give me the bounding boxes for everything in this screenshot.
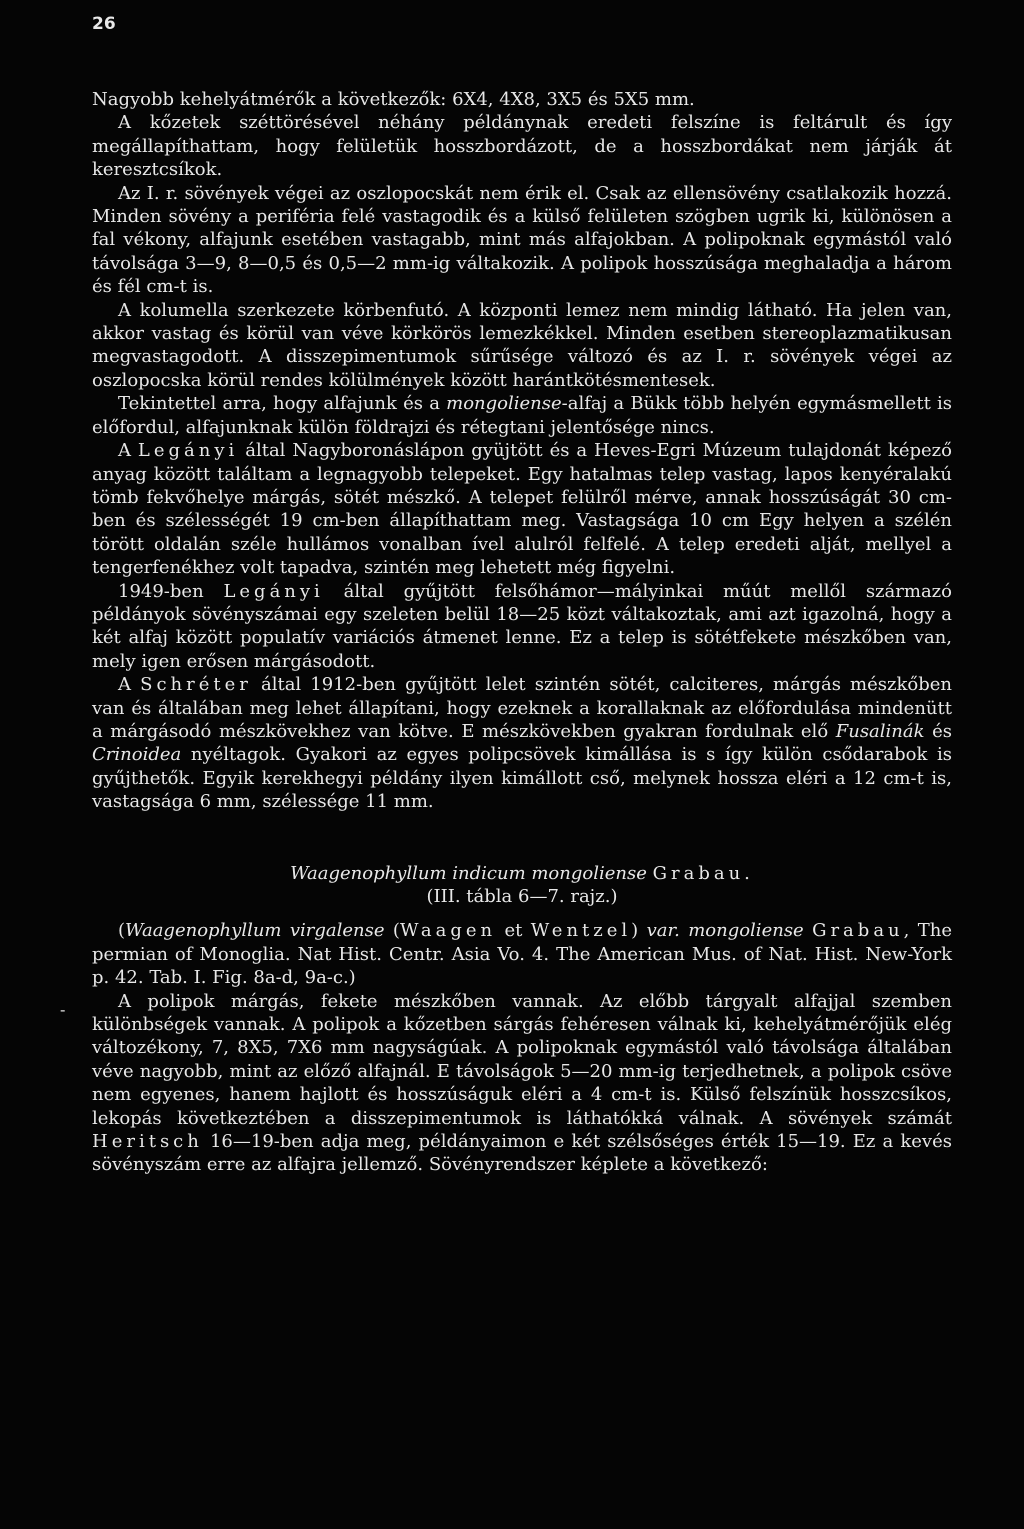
italic-taxon: Crinoidea [92,744,182,766]
species-heading [92,862,952,885]
paragraph-8 [92,673,952,813]
synonymy-paragraph [92,919,952,989]
paragraph-5 [92,392,952,439]
text-run: A [118,674,141,696]
spaced-author: Schréter [140,674,252,696]
text-run: és [924,720,952,742]
species-name: Waagenophyllum indicum mongoliense [290,862,647,884]
italic-taxon: Waagenophyllum virgalense [125,920,385,942]
italic-taxon: var. mongoliense [646,920,804,942]
text-run: , The permian of Monoglia. Nat Hist. Centr. Asia Vo. 4. The American Mus. of Nat. Hist. New-York p. 42. Tab. I. Fig. 8a-d, 9a-c.) [92,920,952,989]
paragraph-4: A kolumella szerkezete körbenfutó. A központi lemez nem mindig látható. Ha jelen van, akkor vastag és körül van véve körkörös lemezkékkel. Minden esetben stereoplazmatikusan megvastagodott. A disszepimentumok sűrűsége változó és az I. r. sövények végei az oszlopocska körül rendes kölülmények között harántkötésmentesek. [92,299,952,391]
paragraph-10 [92,990,952,1177]
page-number: 26 [92,14,116,34]
paragraph-1: Nagyobb kehelyátmérők a következők: 6X4, 4X8, 3X5 és 5X5 mm. [92,89,695,110]
paragraph-2: A kőzetek széttörésével néhány példánynak eredeti felszíne is feltárult és így megállapíthattam, hogy felületük hosszbordázott, de a hosszbordákat nem járják át keresztcsíkok. [92,112,952,181]
margin-mark: - [60,1000,66,1019]
spacer [92,908,952,919]
text-run: Tekintettel arra, hogy alfajunk és a [118,393,447,415]
text-run: által 1912-ben gyűjtött lelet szintén sötét, calciteres, márgás mészkőben van és általában meg lehet állapítani, hogy ezeknek a korallaknak az előfordulása mindenütt a márgásodó mészkövekhez van kötve. E mészkövekben gyakran fordulnak elő [92,674,952,742]
plate-reference: (III. tábla 6—7. rajz.) [426,886,618,907]
body-text [92,88,952,1177]
paragraph-7 [92,580,952,674]
text-run: 1949-ben [118,580,224,602]
text-run: ( [384,920,400,942]
species-author: Grabau. [652,862,754,884]
text-run: nyéltagok. Gyakori az egyes polipcsövek kimállása is s így külön csődarabok is gyűjthetők. Egyik kerekhegyi példány ilyen kimállott cső, melynek hossza eléri a 12 cm-t is, vastagsága 6 mm, szélessége 11 mm. [92,744,952,813]
text-run: A polipok márgás, fekete mészkőben vannak. Az előbb tárgyalt alfajjal szemben különbségek vannak. A polipok a kőzetben sárgás fehéresen válnak ki, kehelyátmérőjük elég változékony, 7, 8X5, 7X6 mm nagyságúak. A polipoknak egymástól való távolsága általában véve nagyobb, mint az előző alfajnál. E távolságok 5—20 mm-ig terjedhetnek, a polipok csöve nem egyenes, hanem hajlott és hosszúságuk eléri a 4 cm-t is. Külső felszínük hosszcsíkos, lekopás következtében a disszepimentumok is láthatókká válnak. A sövények számát [92,990,952,1129]
text-run: által Nagyboronáslápon gyüjtött és a Heves-Egri Múzeum tulajdonát képező anyag között találtam a legnagyobb telepeket. Egy hatalmas telep vastag, lapos kenyéralakú tömb fekvőhelye márgás, sötét mészkő. A telepet felülről mérve, annak hosszúságát 30 cm-ben és szélességét 19 cm-ben állapíthattam meg. Vastagsága 10 cm Egy helyen a szélén törött oldalán széle hullámos vonalban ível alulról felfelé. A telep eredeti alját, mellyel a tengerfenékhez volt tapadva, szintén meg lehetett még figyelni. [92,440,952,579]
italic-taxon: Fusalinák [835,720,925,742]
text-run [804,920,812,941]
text-run: ) [631,920,647,942]
text-run: et [496,920,531,942]
text-run: által gyűjtött felsőhámor—mályinkai műút mellől származó példányok sövényszámai egy szeleten belül 18—25 közt váltakoztak, ami azt igazolná, hogy a két alfaj között populatív variációs átmenet lenne. Ez a telep is sötétfekete mészkőben van, mely igen erősen márgásodott. [92,580,952,672]
text-run: A [118,440,138,462]
paragraph-3: Az I. r. sövények végei az oszlopocskát nem érik el. Csak az ellensövény csatlakozik hozzá. Minden sövény a periféria felé vastagodik és a külső felületen szögben ugrik ki, különösen a fal vékony, alfajunk esetében vastagabb, mint más alfajokban. A polipoknak egymástól való távolsága 3—9, 8—0,5 és 0,5—2 mm-ig váltakozik. A polipok hosszúsága meghaladja a három és fél cm-t is. [92,182,952,298]
spaced-author: Wentzel [530,920,632,942]
text-run: ( [118,920,126,942]
spaced-author: Grabau [812,920,904,942]
spacer [92,814,952,862]
italic-taxon: mongoliense [446,393,562,415]
text-run: 16—19-ben adja meg, példányaimon e két szélsőséges érték 15—19. Ez a kevés sövényszám erre az alfajra jellemző. Sövényrendszer képlete a következő: [92,1131,952,1176]
spaced-author: Heritsch [92,1131,203,1153]
spaced-author: Legányi [137,440,239,462]
paragraph-6 [92,439,952,579]
spaced-author: Waagen [399,920,497,942]
spaced-author: Legányi [223,580,324,602]
text-run: -alfaj a Bükk több helyén egymásmellett is előfordul, alfajunknak külön földrajzi és rétegtani jelentősége nincs. [92,393,952,438]
